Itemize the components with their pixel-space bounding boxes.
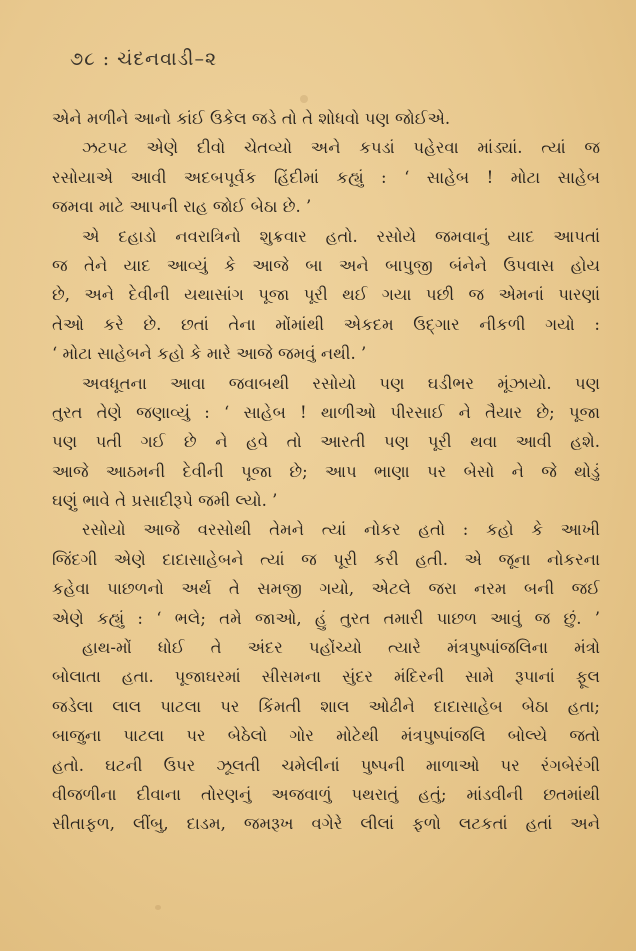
- text-line: બોલાતા હતા. પૂજાઘરમાં સીસમના સુંદર મંદિરની સામે રૂપાનાં ફૂલ: [52, 667, 600, 687]
- text-line: પણ પતી ગઈ છે ને હવે તો આરતી પણ પૂરી થવા આવી હશે.: [52, 432, 600, 452]
- text-line: આજે આઠમની દેવીની પૂજા છે; આપ ભાણા પર બેસો ને જે થોડું: [52, 461, 600, 481]
- text-line: જમવા માટે આપની રાહ જોઈ બેઠા છે. ’: [52, 197, 312, 217]
- text-line: જડેલા લાલ પાટલા પર કિંમતી શાલ ઓઢીને દાદાસાહેબ બેઠા હતા;: [52, 696, 600, 716]
- paper-stain: [155, 905, 161, 910]
- text-line: જ તેને યાદ આવ્યું કે આજે બા અને બાપુજી બંનેને ઉપવાસ હોય: [52, 255, 600, 275]
- text-line: ઘણું ભાવે તે પ્રસાદીરૂપે જમી લ્યો. ’: [52, 491, 278, 511]
- paper-stain: [300, 95, 308, 103]
- text-line: જિંદગી એણે દાદાસાહેબને ત્યાં જ પૂરી કરી હતી. એ જૂના નોકરના: [52, 549, 600, 569]
- text-line: એને મળીને આનો કાંઈ ઉકેલ જડે તો તે શોધવો પણ જોઈએ.: [52, 109, 451, 128]
- text-line: એણે કહ્યું : ‘ ભલે; તમે જાઓ, હું તુરત તમારી પાછળ આવું જ છું. ’: [52, 608, 600, 628]
- text-line: વીજળીના દીવાના તોરણનું અજવાળું પથરાતું હતું; માંડવીની છતમાંથી: [52, 784, 600, 804]
- text-line: હાથ-મોં ધોઈ તે અંદર પહોંચ્યો ત્યારે મંત્રપુષ્પાંજલિના મંત્રો: [82, 638, 600, 658]
- text-line: હતો. ઘટની ઉપર ઝૂલતી ચમેલીનાં પુષ્પની માળાઓ પર રંગબેરંગી: [52, 755, 600, 775]
- text-line: ઝટપટ એણે દીવો ચેતવ્યો અને કપડાં પહેરવા માંડ્યાં. ત્યાં જ: [82, 138, 600, 158]
- text-line: તેઓ કરે છે. છતાં તેના મોંમાંથી એકદમ ઉદ્‌ગાર નીકળી ગયો :: [52, 314, 600, 334]
- text-line: સીતાફળ, લીંબુ, દાડમ, જમરૂખ વગેરે લીલાં ફળો લટકતાં હતાં અને: [52, 814, 600, 834]
- text-line: અવધૂતના આવા જવાબથી રસોયો પણ ઘડીભર મૂંઝાયો. પણ: [82, 373, 600, 393]
- text-line: બાજુના પાટલા પર બેઠેલો ગોર મોટેથી મંત્રપુષ્પાંજલિ બોલ્યે જતો: [52, 726, 600, 746]
- text-line: રસોયો આજે વરસોથી તેમને ત્યાં નોકર હતો : કહો કે આખી: [82, 520, 600, 540]
- text-line: ‘ મોટા સાહેબને કહો કે મારે આજે જમવું નથી. ’: [52, 344, 367, 364]
- text-line: તુરત તેણે જણાવ્યું : ‘ સાહેબ ! થાળીઓ પીરસાઈ ને તૈયાર છે; પૂજા: [52, 402, 600, 422]
- text-line: કહેવા પાછળનો અર્થ તે સમજી ગયો, એટલે જરા નરમ બની જઈ: [52, 579, 600, 599]
- body-text: [52, 104, 600, 839]
- running-head: ૭૮ : ચંદનવાડી–૨: [70, 48, 218, 70]
- text-line: છે, અને દેવીની યથાસાંગ પૂજા પૂરી થઈ ગયા પછી જ એમનાં પારણાં: [52, 285, 600, 305]
- text-line: એ દહાડો નવરાત્રિનો શુક્રવાર હતો. રસોયે જમવાનું યાદ આપતાં: [82, 226, 600, 246]
- text-line: રસોયાએ આવી અદબપૂર્વક હિંદીમાં કહ્યું : ‘ સાહેબ ! મોટા સાહેબ: [52, 167, 600, 187]
